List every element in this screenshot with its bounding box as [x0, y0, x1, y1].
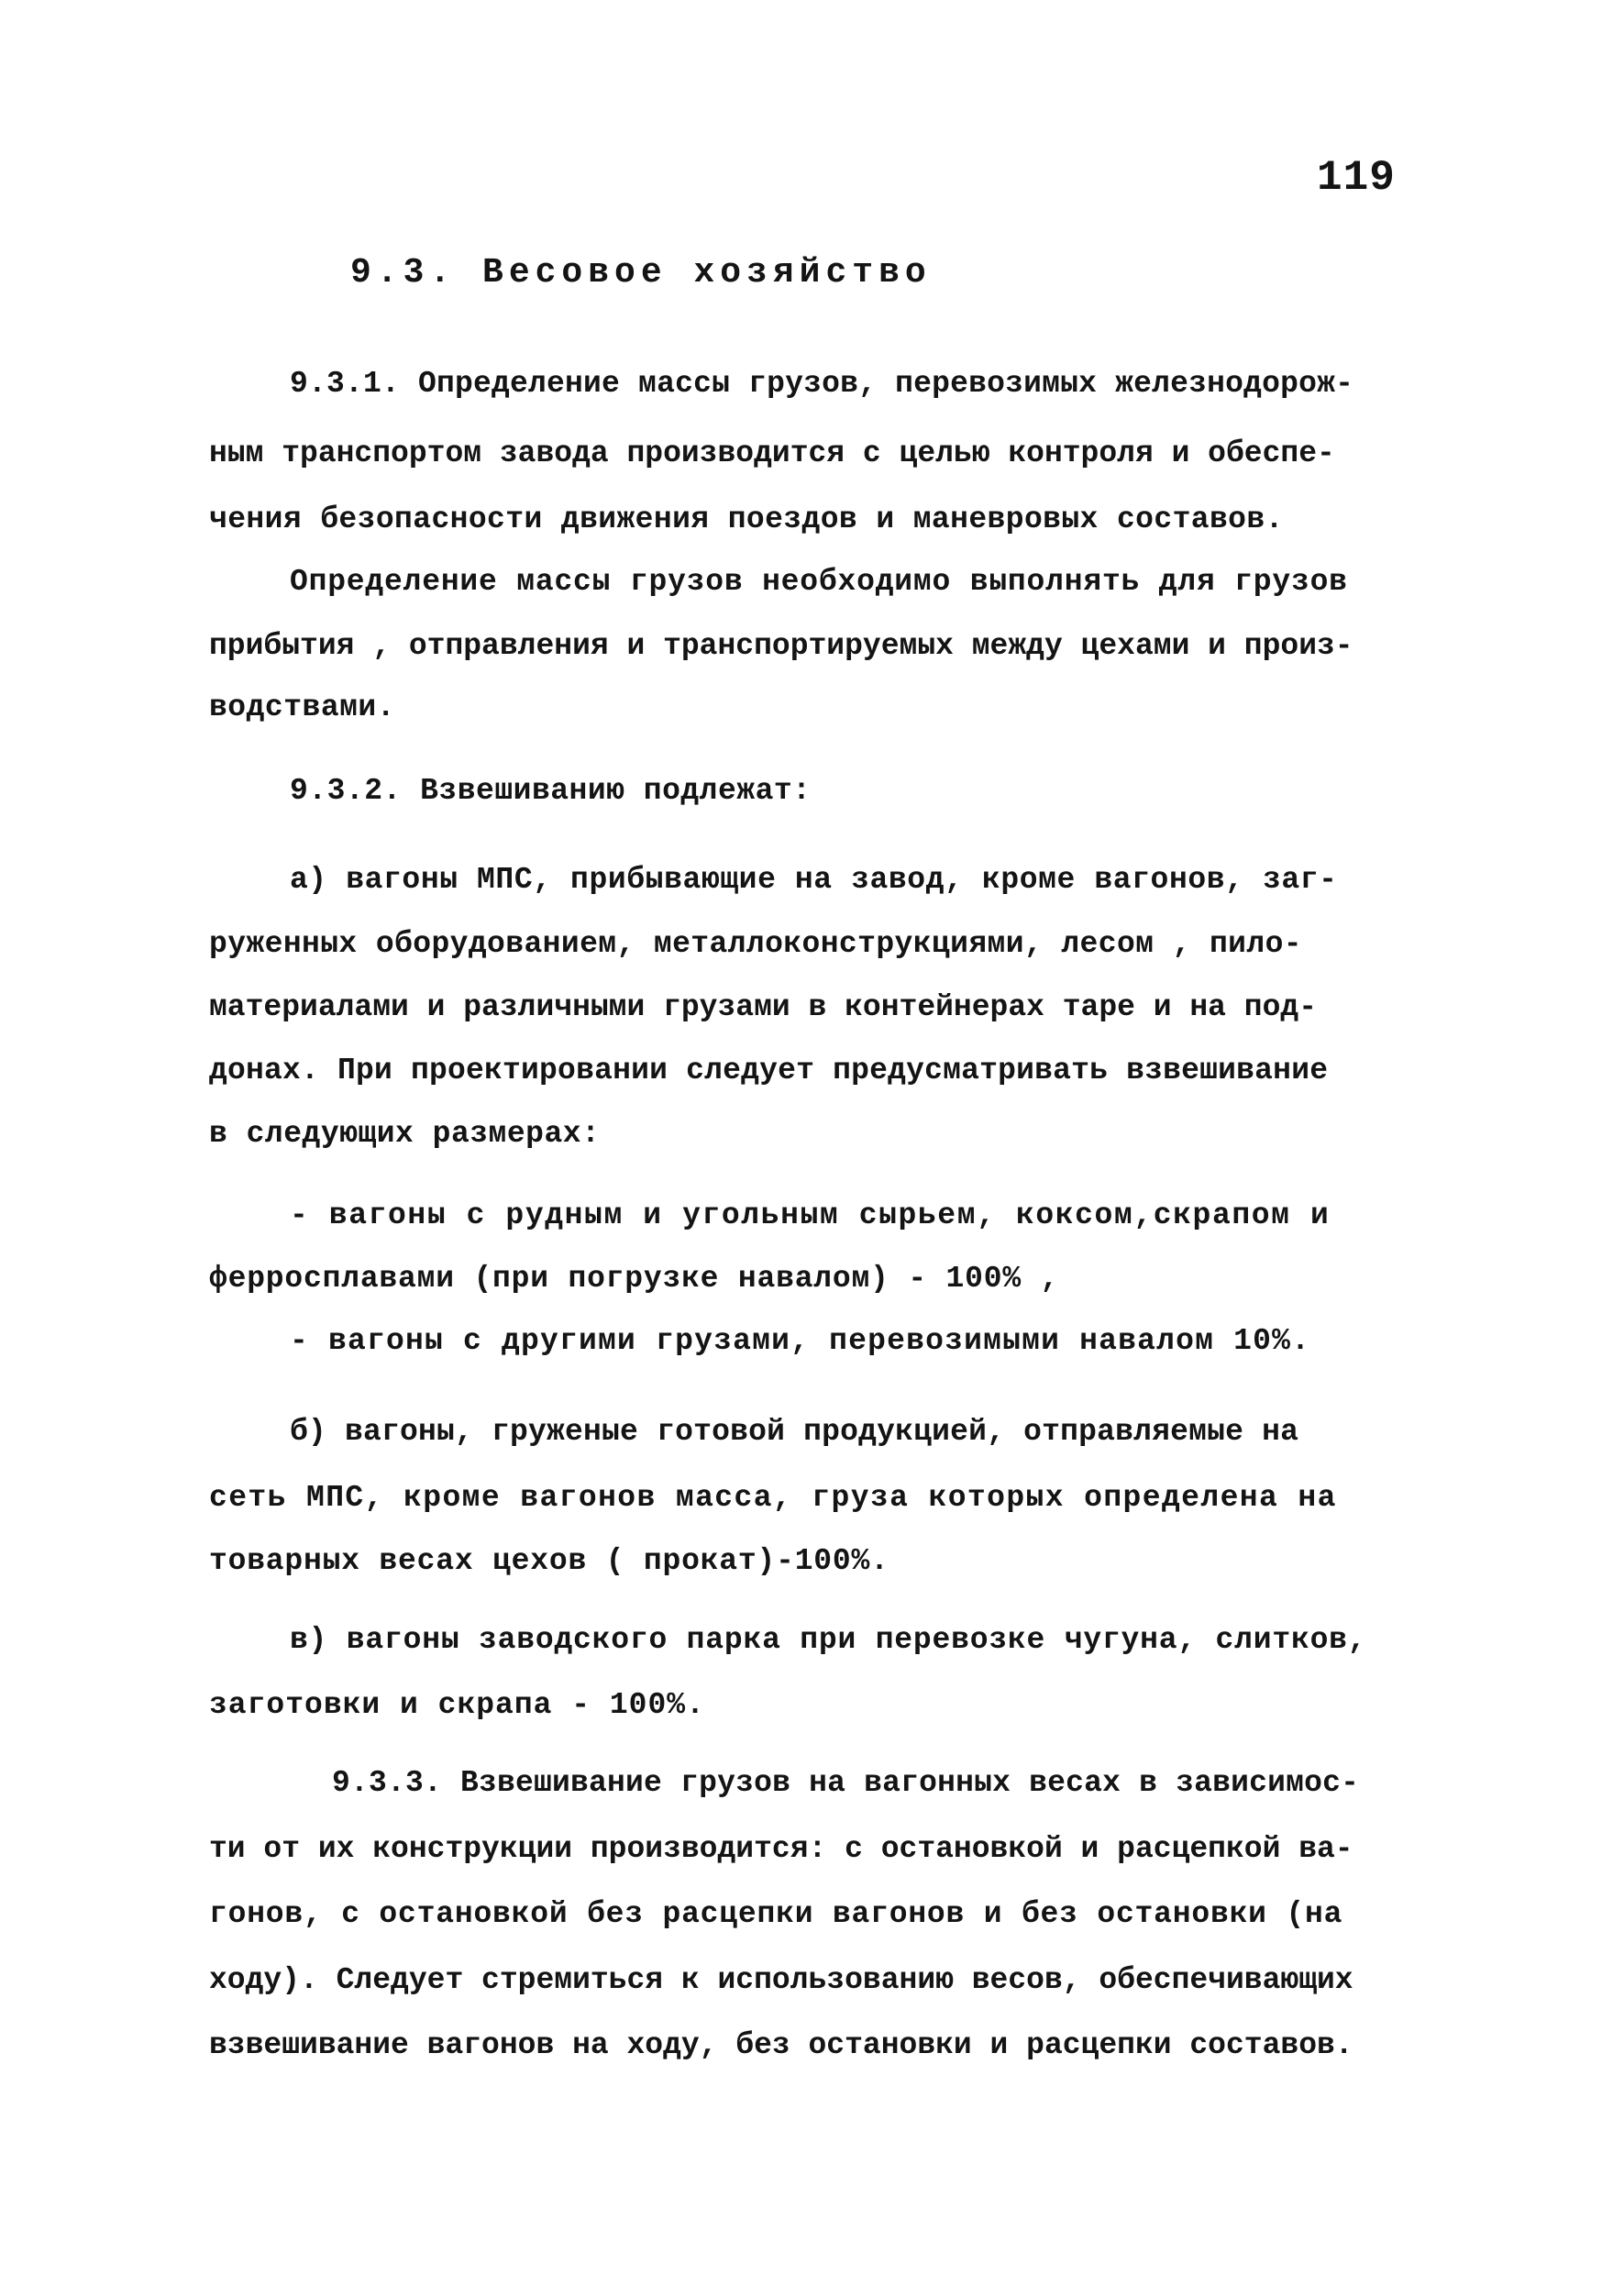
text-line-22: ти от их конструкции производится: с остановкой и расцепкой ва- [209, 1832, 1353, 1866]
text-line-3: чения безопасности движения поездов и маневровых составов. [209, 502, 1284, 536]
text-line-2: ным транспортом завода производится с целью контроля и обеспе- [209, 436, 1335, 470]
text-line-24: ходу). Следует стремиться к использованию весов, обеспечивающих [209, 1963, 1353, 1997]
page-number: 119 [1317, 154, 1396, 202]
text-line-6: водствами. [209, 690, 396, 724]
text-line-7: 9.3.2. Взвешиванию подлежат: [290, 774, 812, 808]
text-line-16: б) вагоны, груженые готовой продукцией, отправляемые на [290, 1415, 1299, 1449]
text-line-25: взвешивание вагонов на ходу, без остановки и расцепки составов. [209, 2028, 1353, 2062]
text-line-21: 9.3.3. Взвешивание грузов на вагонных весах в зависимос- [332, 1766, 1360, 1800]
text-line-20: заготовки и скрапа - 100%. [209, 1688, 705, 1722]
text-line-23: гонов, с остановкой без расцепки вагонов и без остановки (на [209, 1897, 1343, 1931]
text-line-9: руженных оборудованием, металлоконструкциями, лесом , пило- [209, 927, 1302, 961]
text-line-15: - вагоны с другими грузами, перевозимыми навалом 10%. [290, 1324, 1311, 1358]
text-line-11: донах. При проектировании следует предусматривать взвешивание [209, 1054, 1329, 1087]
text-line-5: прибытия , отправления и транспортируемых между цехами и произ- [209, 629, 1353, 663]
text-line-12: в следующих размерах: [209, 1117, 601, 1151]
text-line-1: 9.3.1. Определение массы грузов, перевозимых железнодорож- [290, 367, 1354, 401]
section-title: 9.3. Весовое хозяйство [350, 253, 932, 293]
text-line-14: ферросплавами (при погрузке навалом) - 100% , [209, 1262, 1060, 1296]
text-line-8: а) вагоны МПС, прибывающие на завод, кроме вагонов, заг- [290, 863, 1338, 897]
text-line-4: Определение массы грузов необходимо выполнять для грузов [290, 565, 1348, 599]
text-line-19: в) вагоны заводского парка при перевозке чугуна, слитков, [290, 1623, 1367, 1657]
text-line-13: - вагоны с рудным и угольным сырьем, коксом,скрапом и [290, 1198, 1331, 1232]
text-line-17: сеть МПС, кроме вагонов масса, груза которых определена на [209, 1481, 1337, 1515]
text-line-18: товарных весах цехов ( прокат)-100%. [209, 1544, 889, 1578]
text-line-10: материалами и различными грузами в контейнерах таре и на под- [209, 990, 1317, 1024]
